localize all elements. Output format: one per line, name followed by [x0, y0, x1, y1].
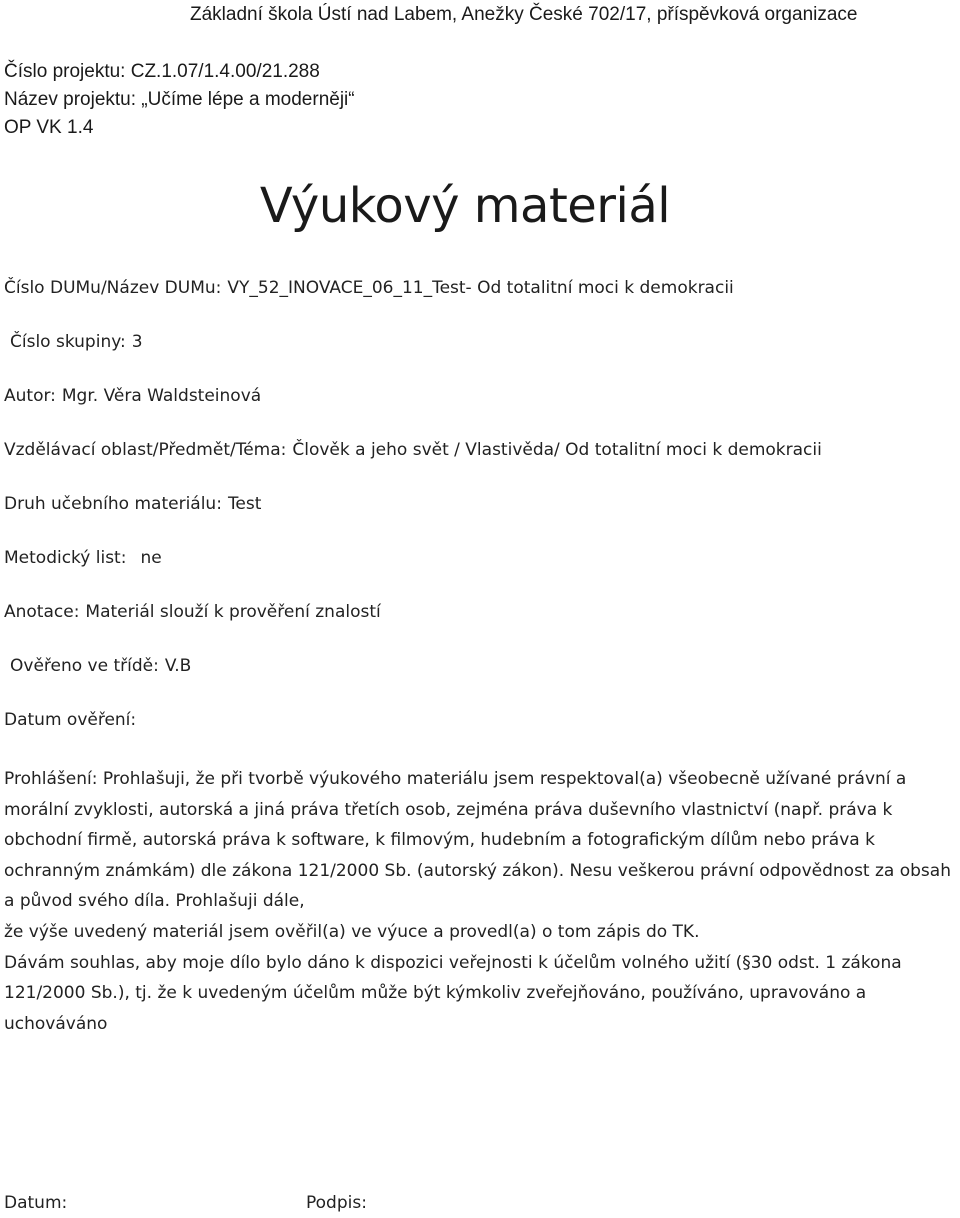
- dum-field: [4, 278, 734, 298]
- method-field: [4, 548, 162, 568]
- method-label: Metodický list:: [4, 548, 127, 568]
- area-label: Vzdělávací oblast/Předmět/Téma:: [4, 440, 287, 460]
- group-label: Číslo skupiny:: [10, 332, 126, 352]
- area-field: [4, 440, 822, 460]
- declaration: [4, 764, 956, 1039]
- date-verified-field: [4, 710, 142, 730]
- author-field: [4, 386, 261, 406]
- school-header: Základní škola Ústí nad Labem, Anežky České 702/17, příspěvková organizace: [190, 4, 858, 25]
- type-value: Test: [227, 494, 262, 514]
- declaration-paragraph-3: Dávám souhlas, aby moje dílo bylo dáno k dispozici veřejnosti k účelům volného užití (§30 odst. 1 zákona 121/2000 Sb.), tj. že k uvedeným účelům může být kýmkoliv zveřejňováno, používáno, upravováno a uchováváno: [4, 952, 902, 1034]
- footer-signature-label: Podpis:: [306, 1193, 367, 1213]
- type-field: [4, 494, 261, 514]
- page-title: Výukový materiál: [259, 178, 671, 234]
- area-value: Člověk a jeho svět / Vlastivěda/ Od totalitní moci k demokracii: [292, 440, 822, 460]
- annotation-field: [4, 602, 381, 622]
- annotation-label: Anotace:: [4, 602, 80, 622]
- author-label: Autor:: [4, 386, 56, 406]
- group-value: 3: [131, 332, 143, 352]
- author-value: Mgr. Věra Waldsteinová: [61, 386, 262, 406]
- declaration-paragraph-1: Prohlášení: Prohlašuji, že při tvorbě výukového materiálu jsem respektoval(a) všeobecně užívané právní a morální zvyklosti, autorská a jiná práva třetích osob, zejména práva duševního vlastnictví (např. práva k obchodní firmě, autorská práva k software, k filmovým, hudebním a fotografickým dílům nebo práva k ochranným známkám) dle zákona 121/2000 Sb. (autorský zákon). Nesu veškerou právní odpovědnost za obsah a původ svého díla. Prohlašuji dále,: [4, 769, 951, 912]
- dum-label: Číslo DUMu/Název DUMu:: [4, 278, 222, 298]
- method-value: ne: [140, 548, 162, 568]
- group-field: [10, 332, 143, 352]
- verified-label: Ověřeno ve třídě:: [10, 656, 159, 676]
- dum-value: VY_52_INOVACE_06_11_Test- Od totalitní moci k demokracii: [227, 278, 734, 298]
- project-number: Číslo projektu: CZ.1.07/1.4.00/21.288: [4, 61, 320, 82]
- footer-date-label: Datum:: [4, 1193, 68, 1213]
- date-verified-label: Datum ověření:: [4, 710, 137, 730]
- verified-field: [10, 656, 191, 676]
- project-program: OP VK 1.4: [4, 117, 94, 138]
- annotation-value: Materiál slouží k prověření znalostí: [85, 602, 381, 622]
- declaration-paragraph-2: že výše uvedený materiál jsem ověřil(a) ve výuce a provedl(a) o tom zápis do TK.: [4, 921, 700, 942]
- project-info: [4, 58, 355, 142]
- verified-value: V.B: [164, 656, 192, 676]
- type-label: Druh učebního materiálu:: [4, 494, 222, 514]
- project-name: Název projektu: „Učíme lépe a moderněji“: [4, 89, 355, 110]
